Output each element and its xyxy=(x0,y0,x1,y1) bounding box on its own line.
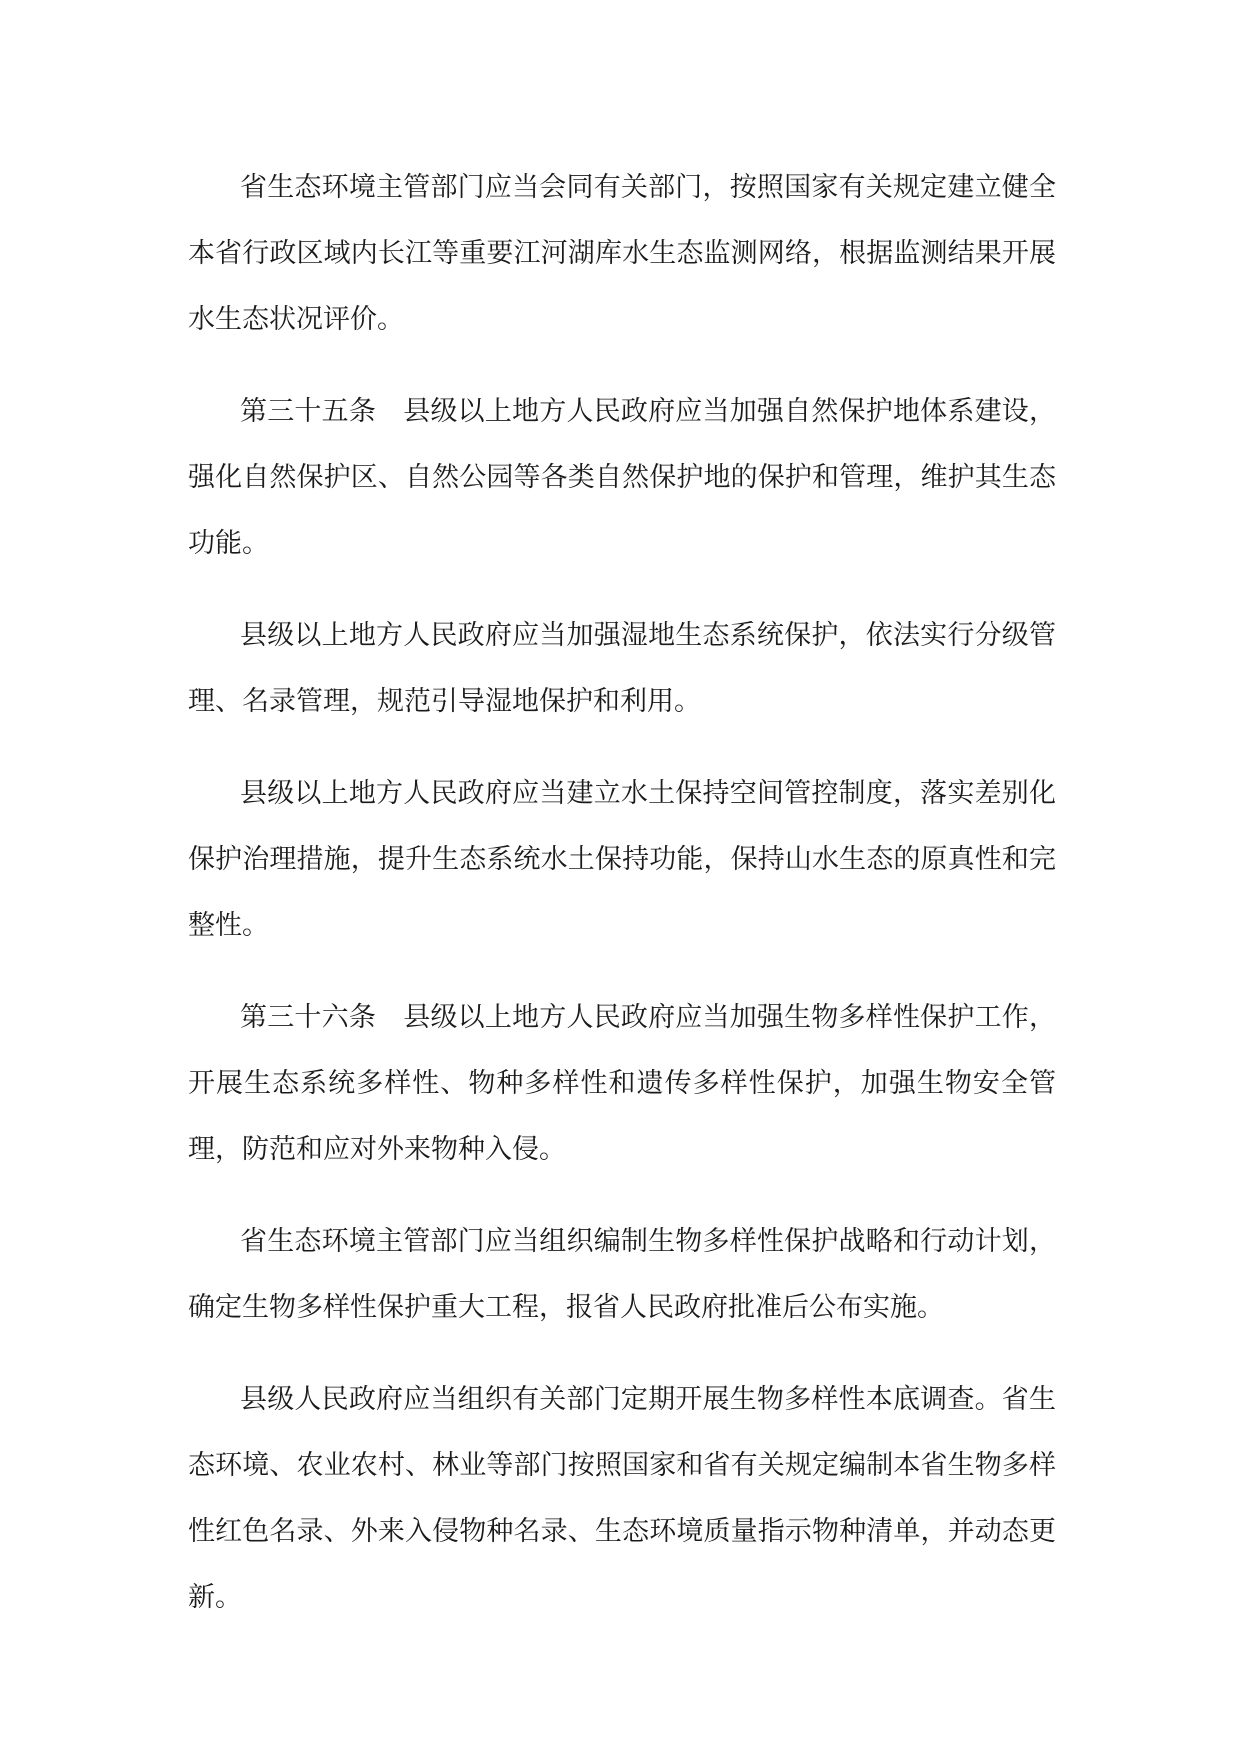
paragraph-6: 省生态环境主管部门应当组织编制生物多样性保护战略和行动计划，确定生物多样性保护重大工程，报省人民政府批准后公布实施。 xyxy=(188,1226,1056,1323)
document-body xyxy=(188,155,1056,1657)
paragraph-3: 县级以上地方人民政府应当加强湿地生态系统保护，依法实行分级管理、名录管理，规范引导湿地保护和利用。 xyxy=(188,620,1056,717)
paragraph-4: 县级以上地方人民政府应当建立水土保持空间管控制度，落实差别化保护治理措施，提升生态系统水土保持功能，保持山水生态的原真性和完整性。 xyxy=(188,778,1056,941)
paragraph-7: 县级人民政府应当组织有关部门定期开展生物多样性本底调查。省生态环境、农业农村、林业等部门按照国家和省有关规定编制本省生物多样性红色名录、外来入侵物种名录、生态环境质量指示物种清单，并动态更新。 xyxy=(188,1384,1056,1613)
paragraph-article-36: 第三十六条 县级以上地方人民政府应当加强生物多样性保护工作，开展生态系统多样性、物种多样性和遗传多样性保护，加强生物安全管理，防范和应对外来物种入侵。 xyxy=(188,1002,1056,1165)
paragraph-1: 省生态环境主管部门应当会同有关部门，按照国家有关规定建立健全本省行政区域内长江等重要江河湖库水生态监测网络，根据监测结果开展水生态状况评价。 xyxy=(188,172,1056,335)
paragraph-article-35: 第三十五条 县级以上地方人民政府应当加强自然保护地体系建设，强化自然保护区、自然公园等各类自然保护地的保护和管理，维护其生态功能。 xyxy=(188,396,1056,559)
